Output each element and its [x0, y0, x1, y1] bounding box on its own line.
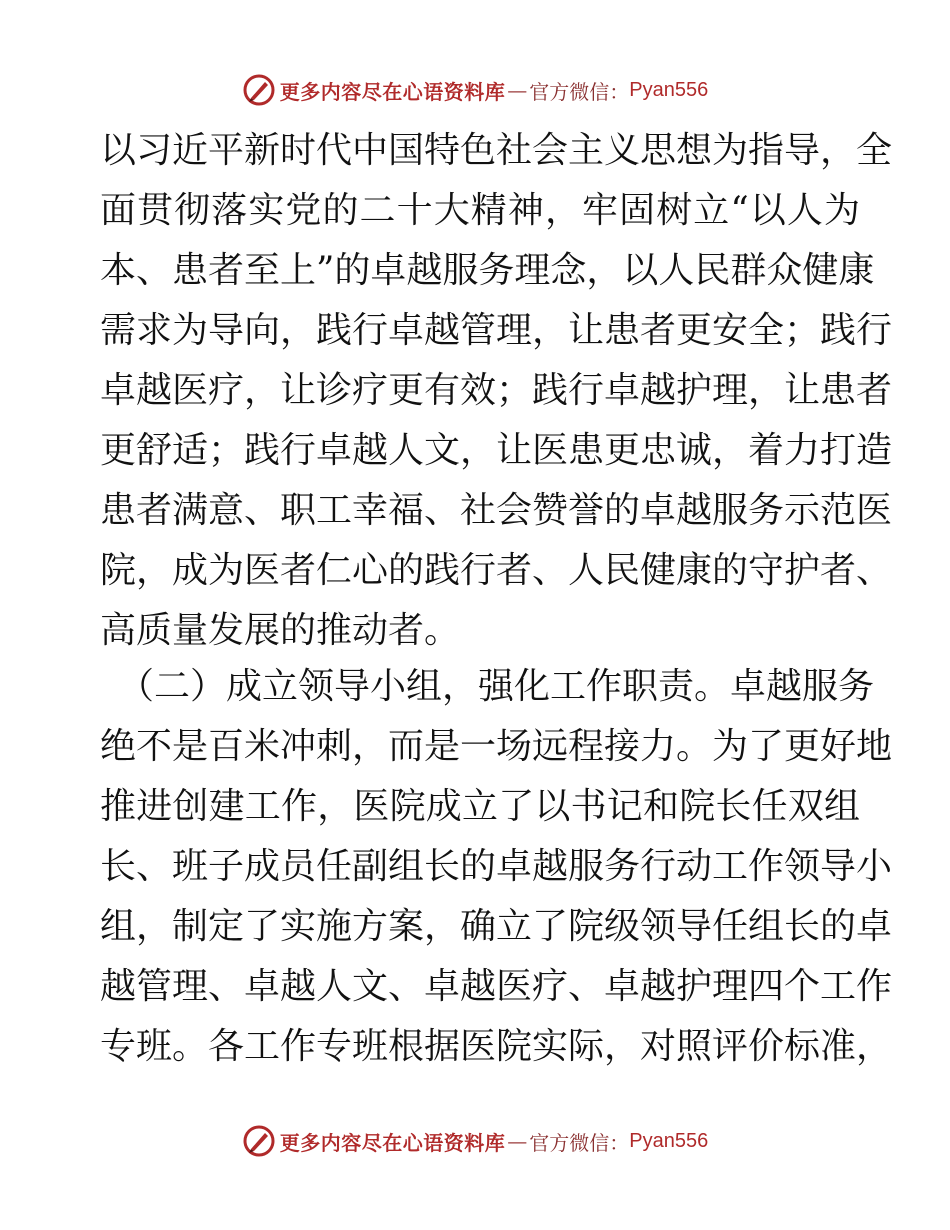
- text-line: 本、患者至上”的卓越服务理念，以人民群众健康: [100, 250, 875, 291]
- text-line: 更舒适；践行卓越人文，让医患更忠诚，着力打造: [100, 430, 893, 471]
- text-line: 组，制定了实施方案，确立了院级领导任组长的卓: [100, 906, 893, 947]
- banner-wechat-label: 官方微信：: [529, 1130, 630, 1155]
- text-line: 越管理、卓越人文、卓越医疗、卓越护理四个工作: [100, 966, 893, 1007]
- banner-separator: —: [507, 1129, 528, 1153]
- footer-banner: [0, 1121, 950, 1161]
- text-line: 患者满意、职工幸福、社会赞誉的卓越服务示范医: [100, 490, 893, 531]
- pen-circle-logo-icon: [242, 73, 276, 107]
- text-line: 卓越医疗，让诊疗更有效；践行卓越护理，让患者: [100, 370, 893, 411]
- text-line: 推进创建工作，医院成立了以书记和院长任双组: [100, 786, 860, 827]
- text-line: 需求为导向，践行卓越管理，让患者更安全；践行: [100, 310, 893, 351]
- banner-wechat-id: Pyan556: [629, 1129, 709, 1152]
- text-line: 以习近平新时代中国特色社会主义思想为指导，全: [100, 130, 893, 171]
- paragraph-2: [100, 657, 893, 1077]
- banner-separator: —: [507, 78, 528, 102]
- text-line: 面贯彻落实党的二十大精神，牢固树立“以人为: [100, 190, 860, 231]
- text-line: 高质量发展的推动者。: [100, 610, 461, 651]
- text-line: 绝不是百米冲刺，而是一场远程接力。为了更好地: [100, 726, 893, 767]
- text-line: （二）成立领导小组，强化工作职责。卓越服务: [118, 666, 875, 707]
- text-line: 院，成为医者仁心的践行者、人民健康的守护者、: [100, 550, 893, 591]
- banner-wechat-label: 官方微信：: [529, 79, 630, 104]
- text-line: 长、班子成员任副组长的卓越服务行动工作领导小: [100, 846, 893, 887]
- banner-slogan: 更多内容尽在心语资料库: [279, 1130, 506, 1155]
- banner-wechat-id: Pyan556: [629, 78, 709, 101]
- banner-slogan: 更多内容尽在心语资料库: [279, 79, 506, 104]
- text-line: 专班。各工作专班根据医院实际，对照评价标准，: [100, 1026, 893, 1067]
- pen-circle-logo-icon: [242, 1124, 276, 1158]
- header-banner: [0, 70, 950, 110]
- paragraph-1: [100, 121, 893, 661]
